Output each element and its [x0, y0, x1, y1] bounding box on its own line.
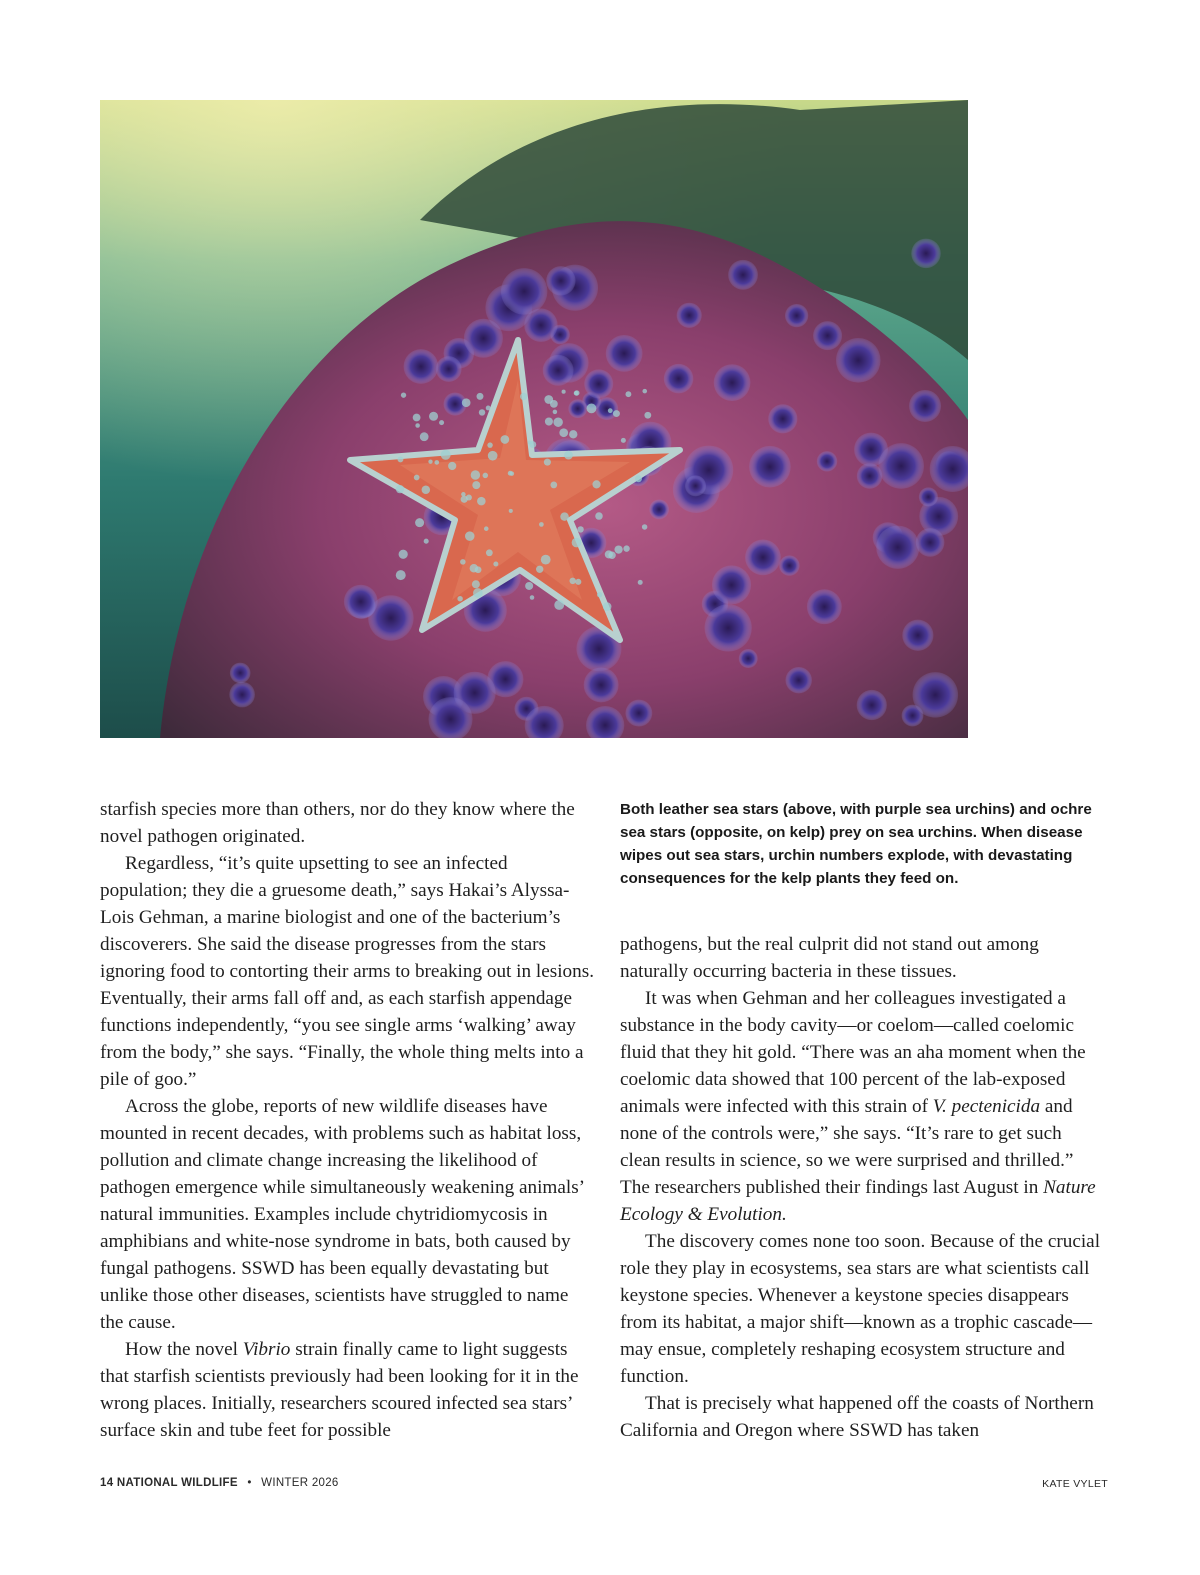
sea-urchin	[664, 364, 694, 394]
sea-star-spot	[635, 475, 642, 482]
sea-star-spot	[621, 438, 626, 443]
sea-star-spot	[564, 451, 573, 460]
sea-star-spot	[642, 524, 647, 529]
sea-star-spot	[472, 481, 480, 489]
sea-star-photo	[100, 100, 968, 738]
sea-urchin	[807, 589, 842, 624]
sea-urchin	[546, 266, 575, 295]
sea-star-spot	[550, 482, 557, 489]
sea-star-spot	[554, 600, 564, 610]
body-paragraph	[620, 985, 1106, 1228]
sea-urchin	[745, 539, 781, 575]
sea-urchin	[501, 268, 547, 314]
sea-urchin	[876, 526, 919, 569]
sea-star-spot	[587, 403, 597, 413]
page-footer	[100, 1477, 339, 1489]
italic-term: V. pectenicida	[932, 1096, 1041, 1117]
sea-star-spot	[572, 538, 582, 548]
sea-urchin	[230, 663, 251, 684]
photo-credit: KATE VYLET	[1042, 1478, 1108, 1490]
sea-urchin	[464, 319, 503, 358]
sea-star-spot	[530, 595, 535, 600]
body-paragraph: Across the globe, reports of new wildlife diseases have mounted in recent decades, with problems such as habitat loss, pollution and climate change increasing the likelihood of pathogen emergence while simultaneously weakening animals’ natural immunities. Examples include chytridiomycosis in amphibians and white-nose syndrome in bats, both caused by fungal pathogens. SSWD has been equally devastating but unlike those other diseases, scientists have struggled to name the cause.	[100, 1096, 584, 1333]
sea-star-spot	[462, 398, 471, 407]
sea-urchin	[524, 308, 557, 341]
article-right-column	[620, 931, 1106, 1444]
sea-star-spot	[441, 450, 451, 460]
sea-star-spot	[638, 580, 643, 585]
sea-star-spot	[608, 408, 613, 413]
sea-star-spot	[642, 389, 647, 394]
sea-star-spot	[471, 470, 480, 479]
sea-urchin	[857, 690, 887, 720]
sea-star-spot	[439, 420, 444, 425]
sea-urchin	[584, 369, 613, 398]
sea-urchin	[404, 349, 439, 384]
sea-star-spot	[424, 539, 429, 544]
sea-star-spot	[508, 471, 513, 476]
sea-star-spot	[529, 441, 536, 448]
sea-star-spot	[569, 578, 575, 584]
sea-star-spot	[483, 473, 488, 478]
sea-star-spot	[541, 555, 551, 565]
sea-star-spot	[479, 409, 485, 415]
sea-star-spot	[460, 559, 466, 565]
sea-star-spot	[623, 545, 629, 551]
sea-urchin	[568, 399, 587, 418]
sea-star-spot	[484, 526, 489, 531]
footer-separator: •	[247, 1477, 252, 1489]
sea-star-spot	[536, 566, 543, 573]
sea-star-spot	[569, 430, 577, 438]
sea-star-spot	[401, 392, 406, 397]
magazine-name: NATIONAL WILDLIFE	[116, 1477, 238, 1489]
sea-star-spot	[486, 406, 491, 411]
sea-star-spot	[525, 582, 533, 590]
sea-star-spot	[476, 393, 483, 400]
sea-star-spot	[415, 518, 424, 527]
sea-urchin	[229, 682, 255, 708]
sea-star-photo-illustration	[100, 100, 968, 738]
sea-urchin	[836, 338, 881, 383]
body-paragraph: pathogens, but the real culprit did not stand out among naturally occurring bacteria in these tissues.	[620, 934, 1039, 982]
sea-star-spot	[457, 596, 462, 601]
sea-star-spot	[434, 460, 439, 465]
sea-urchin	[919, 487, 938, 506]
sea-urchin	[878, 443, 924, 489]
sea-star-spot	[487, 442, 492, 447]
body-paragraph: The discovery comes none too soon. Because of the crucial role they play in ecosystems, sea stars are what scientists call keystone species. Whenever a keystone species disappears from its habitat, a major shift—known as a trophic cascade—may ensue, completely reshaping ecosystem structure and function.	[620, 1231, 1101, 1387]
sea-star-spot	[422, 485, 431, 494]
sea-star-spot	[553, 410, 558, 415]
body-text: It was when Gehman and her colleagues investigated a substance in the body cavity—or coelom—called coelomic fluid that they hit gold. “There was an aha moment when the coelomic data showed that 100 percent of the lab-exposed animals were infected with this strain of	[620, 988, 1086, 1117]
sea-urchin	[911, 239, 941, 269]
sea-urchin	[649, 500, 669, 520]
sea-star-spot	[414, 475, 420, 481]
sea-urchin	[768, 404, 797, 433]
sea-star-spot	[486, 549, 493, 556]
sea-star-spot	[520, 393, 527, 400]
sea-star-spot	[465, 531, 475, 541]
sea-star-spot	[577, 526, 583, 532]
journal-title: Nature Ecology & Evolution.	[620, 1177, 1096, 1225]
photo-caption: Both leather sea stars (above, with purple sea urchins) and ochre sea stars (opposite, on kelp) prey on sea urchins. When disease wipes out sea stars, urchin numbers explode, with devastating consequences for the kelp plants they feed on.	[620, 801, 1092, 887]
sea-star-spot	[448, 462, 456, 470]
sea-urchin	[909, 390, 941, 422]
sea-star-spot	[396, 570, 406, 580]
sea-star-spot	[501, 435, 510, 444]
sea-star-spot	[466, 494, 472, 500]
italic-term: Vibrio	[242, 1339, 291, 1360]
sea-star-spot	[428, 459, 432, 463]
sea-star-spot	[396, 485, 404, 493]
sea-star-spot	[398, 457, 404, 463]
sea-star-spot	[399, 550, 408, 559]
sea-urchin	[705, 604, 752, 651]
sea-star-spot	[461, 492, 466, 497]
issue-label: WINTER 2026	[261, 1477, 339, 1489]
article-left-column	[100, 796, 596, 1444]
sea-urchin	[606, 335, 643, 372]
body-paragraph: starfish species more than others, nor do they know where the novel pathogen originated.	[100, 799, 575, 847]
sea-star-spot	[595, 512, 603, 520]
sea-star-spot	[493, 561, 498, 566]
sea-star-spot	[477, 497, 486, 506]
sea-star-spot	[488, 451, 498, 461]
sea-urchin	[913, 672, 959, 718]
sea-star-spot	[613, 410, 620, 417]
sea-urchin	[584, 667, 619, 702]
sea-urchin	[785, 667, 811, 693]
sea-star-spot	[574, 391, 579, 396]
sea-urchin	[712, 565, 751, 604]
sea-star-spot	[644, 412, 651, 419]
sea-urchin	[785, 304, 808, 327]
sea-urchin	[739, 649, 758, 668]
body-text: How the novel	[125, 1339, 243, 1360]
sea-star-spot	[473, 588, 483, 598]
sea-star-spot	[605, 550, 613, 558]
sea-star-spot	[560, 512, 569, 521]
sea-star-spot	[614, 545, 622, 553]
sea-star-spot	[597, 592, 602, 597]
sea-urchin	[677, 303, 702, 328]
sea-urchin	[728, 260, 758, 290]
sea-star-spot	[413, 414, 421, 422]
sea-urchin	[813, 321, 842, 350]
sea-star-spot	[625, 391, 631, 397]
sea-star-spot	[545, 417, 553, 425]
sea-star-spot	[553, 417, 562, 426]
sea-star-spot	[472, 580, 480, 588]
sea-urchin	[543, 355, 574, 386]
sea-star-spot	[575, 579, 581, 585]
sea-star-spot	[603, 602, 612, 611]
sea-urchin	[436, 356, 462, 382]
sea-star-spot	[429, 412, 438, 421]
sea-urchin	[749, 446, 791, 488]
page-number: 14	[100, 1477, 114, 1489]
body-paragraph: That is precisely what happened off the coasts of Northern California and Oregon where SSWD has taken	[620, 1393, 1094, 1441]
body-text: strain finally came to light suggests that starfish scientists previously had been looking for it in the wrong places. Initially, researchers scoured infected sea stars’ surface skin and tube feet for possible	[100, 1339, 579, 1441]
sea-urchin	[916, 528, 945, 557]
sea-star-spot	[592, 480, 600, 488]
sea-star-spot	[420, 432, 429, 441]
sea-urchin	[625, 700, 652, 727]
sea-urchin	[344, 585, 378, 619]
sea-star-spot	[544, 459, 551, 466]
sea-star-spot	[544, 395, 553, 404]
sea-urchin	[779, 555, 799, 575]
body-text: and none of the controls were,” she says. “It’s rare to get such clean results in science, so we were surprised and thrilled.” The researchers published their findings last August in	[620, 1096, 1074, 1198]
sea-urchin	[714, 364, 751, 401]
sea-urchin	[817, 451, 837, 471]
sea-star-spot	[539, 522, 544, 527]
sea-urchin	[902, 620, 933, 651]
sea-star-spot	[415, 423, 420, 428]
sea-star-spot	[509, 509, 513, 513]
sea-urchin	[685, 475, 706, 496]
body-paragraph: Regardless, “it’s quite upsetting to see an infected population; they die a gruesome death,” says Hakai’s Alyssa-Lois Gehman, a marine biologist and one of the bacterium’s discoverers. She said the disease progresses from the stars ignoring food to contorting their arms to breaking out in lesions. Eventually, their arms fall off and, as each starfish appendage functions independently, “you see single arms ‘walking’ away from the body,” she says. “Finally, the whole thing melts into a pile of goo.”	[100, 853, 595, 1090]
sea-star-spot	[559, 428, 568, 437]
sea-star-spot	[562, 390, 566, 394]
body-paragraph	[100, 1336, 596, 1444]
sea-star-spot	[470, 564, 479, 573]
